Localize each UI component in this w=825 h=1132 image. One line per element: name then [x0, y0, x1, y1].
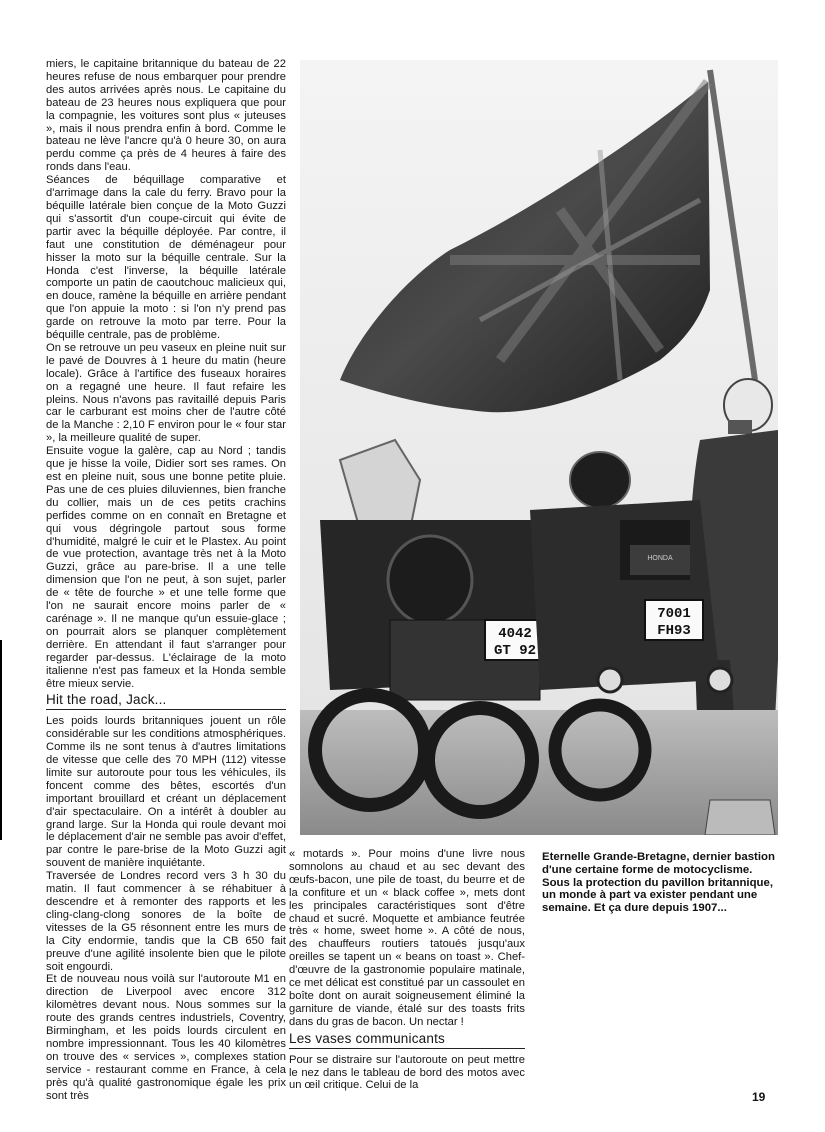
- photo-illustration: [300, 60, 778, 835]
- paragraph: Séances de béquillage comparative et d'arrimage dans la cale du ferry. Bravo pour la béquille latérale bien conçue de la Moto Guzzi qui s'assortit d'un coupe-circuit qui évite de partir avec la béquille déployée. Par contre, il faut une constitution de déménageur pour hisser la moto sur la béquille centrale. Sur la Honda c'est l'inverse, la béquille latérale comporte un patin de caoutchouc malicieux qui, en douce, ramène la béquille en arrière pendant que l'on appuie la moto : si l'on n'y prend pas garde on retrouve la moto par terre. Pour la béquille centrale, pas de problème.: [46, 174, 286, 342]
- article-column-left: [46, 58, 286, 1103]
- margin-rule: [0, 640, 2, 840]
- page-number: 19: [752, 1090, 766, 1104]
- plate-right-line1: 7001: [657, 606, 691, 622]
- plate-left-line2: GT 92: [493, 643, 537, 659]
- caption-line: Eternelle Grande-Bretagne, dernier bastion d'une certaine forme de motocyclisme.: [542, 851, 775, 876]
- paragraph: Et de nouveau nous voilà sur l'autoroute M1 en direction de Liverpool avec encore 312 kilomètres devant nous. Nous sommes sur la route des grands centres industriels, Coventry, Birmingham, et les poids lourds circulent en nombre impressionnant. Tous les 40 kilomètres on trouve des « services », complexes station service - restaurant comme en France, à cela près qu'à qualité gastronomique égale les prix sont très: [46, 973, 286, 1102]
- paragraph: Traversée de Londres record vers 3 h 30 du matin. Il faut commencer à se réhabituer à descendre et à remonter des rapports et les cling-clang-clong sonores de la boîte de vitesses de la G5 résonnent entre les murs de la City endormie, tandis que la CB 650 fait preuve d'une agilité insolente bien que le pilote soit engourdi.: [46, 870, 286, 973]
- section-heading: Les vases communicants: [289, 1033, 525, 1049]
- photo-caption: [542, 851, 782, 915]
- article-column-middle: [289, 848, 525, 1092]
- paragraph: Ensuite vogue la galère, cap au Nord ; tandis que je hisse la voile, Didier sort ses rames. On est en pleine nuit, sous une bonne petite pluie. Pas une de ces pluies diluviennes, bien franche du collier, mais un de ces petits crachins perfides comme on en connaît en Bretagne et qui vous dégringole partout sous forme d'humidité, malgré le cuir et le Plastex. Au point de vue protection, avantage très net à la Moto Guzzi, grâce au pare-brise. Il a une telle dimension que l'on ne peut, à son sujet, parler de « tête de fourche » et une telle forme que l'on ne saurait encore moins parler de « carénage ». Il ne manque qu'un essuie-glace ; on pourrait alors se planquer complètement derrière. En attendant il faut s'arranger pour regarder par-dessus. L'éclairage de la moto italienne n'est pas fameux et la Honda semble être mieux servie.: [46, 445, 286, 690]
- caption-line: Sous la protection du pavillon britannique, un monde à part va exister pendant une semaine. Et ça dure depuis 1907...: [542, 876, 773, 915]
- paragraph: « motards ». Pour moins d'une livre nous somnolons au chaud et au sec devant des œufs-bacon, une pile de toast, du beurre et de la confiture et un « black coffee », mets dont les principales caractéristiques sont d'être chaud et sucré. Moquette et ambiance feutrée très « home, sweet home ». A côté de nous, des chauffeurs routiers tatoués jusqu'aux oreilles se tapent un « beans on toast ». Chef-d'œuvre de la gastronomie populaire matinale, ce met délicat est constitué par un cassoulet en boîte dont on aurait soigneusement éliminé la garniture de viande, étalé sur des toasts frits dans du gras de bacon. Un nectar !: [289, 848, 525, 1028]
- plate-left-line1: 4042: [498, 626, 532, 642]
- plate-right-line2: FH93: [657, 623, 691, 639]
- section-heading: Hit the road, Jack...: [46, 694, 286, 710]
- paragraph: On se retrouve un peu vaseux en pleine nuit sur le pavé de Douvres à 1 heure du matin (heure locale). Grâce à l'artifice des fuseaux horaires on a regagné une heure. Il faut refaire les pleins. Nous n'avons pas ravitaillé depuis Paris car le carburant est moins cher de l'autre côté de la Manche : 2,10 F environ pour le « four star », la meilleure qualité de super.: [46, 341, 286, 445]
- honda-badge: HONDA: [647, 555, 673, 562]
- paragraph: miers, le capitaine britannique du bateau de 22 heures refuse de nous embarquer pour prendre des autos arrivées après nous. Le capitaine du bateau de 23 heures nous expliquera que pour la compagnie, les voitures sont plus « juteuses », mais il nous prendra enfin à bord. Comme le bateau ne lève l'ancre qu'à 0 heure 30, on aura perdu comme ça près de 4 heures à faire des ronds dans l'eau.: [46, 58, 286, 174]
- paragraph: Pour se distraire sur l'autoroute on peut mettre le nez dans le tableau de bord des motos avec un œil critique. Celui de la: [289, 1053, 525, 1092]
- photo-union-jack-motorcycles: [300, 60, 778, 835]
- paragraph: Les poids lourds britanniques jouent un rôle considérable sur les conditions atmosphériques. Comme ils ne sont tenus à d'autres limitations de vitesse que celle des 70 MPH (112) vitesse limite sur autoroute pour tous les véhicules, ils foncent comme des bêtes, escortés d'un important brouillard et créant un déplacement d'air spectaculaire. On a intérêt à doubler au grand large. Sur la Honda qui roule devant moi le déplacement d'air ne semble pas avoir d'effet, par contre le pare-brise de la Moto Guzzi agit souvent de manière inquiétante.: [46, 715, 286, 870]
